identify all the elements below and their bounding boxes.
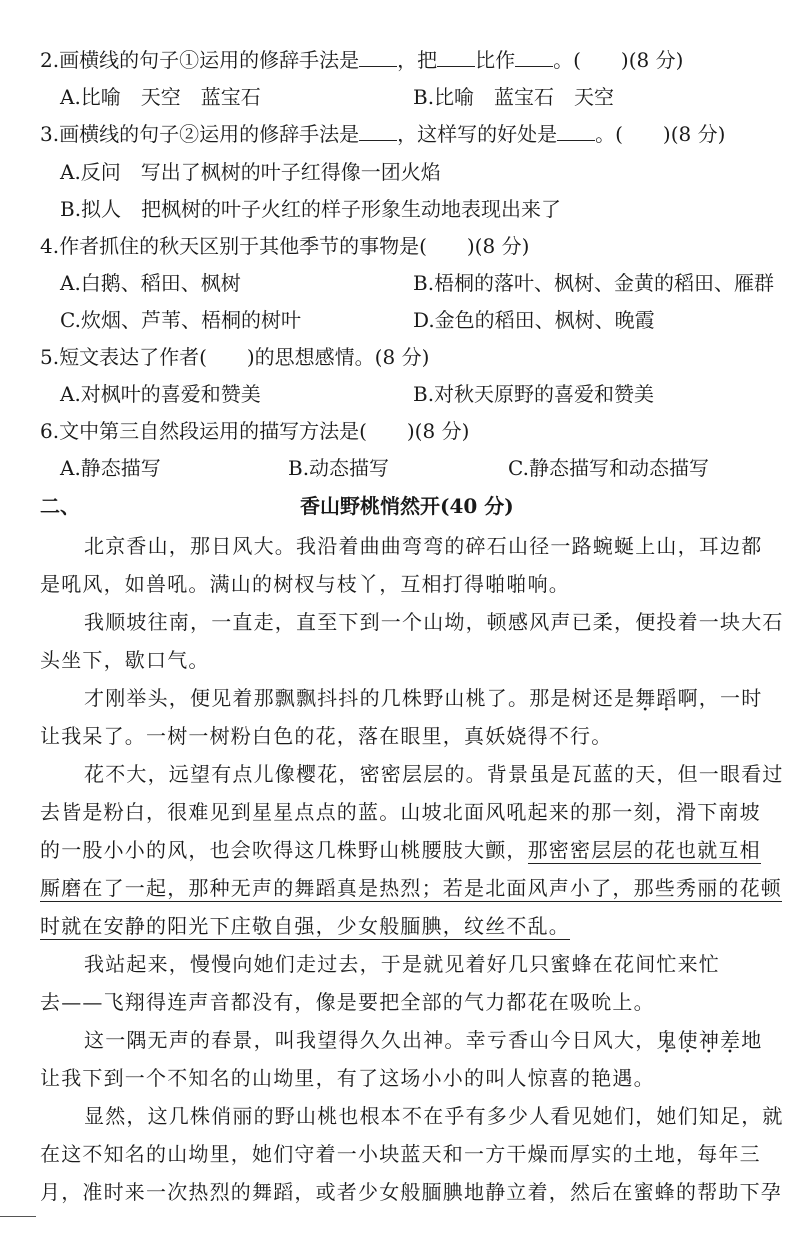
- q2-blank-3[interactable]: [515, 44, 553, 67]
- p3-text-a: 才刚举头，便见着那飘飘抖抖的几株野山桃了。那是树还是: [84, 686, 636, 710]
- q6-option-a: A.静态描写: [60, 456, 161, 480]
- q6-option-c: C.静态描写和动态描写: [508, 456, 709, 480]
- q4-option-c: C.炊烟、芦苇、梧桐的树叶: [60, 308, 301, 332]
- question-6-stem: 6.文中第三自然段运用的描写方法是( )(8 分): [40, 419, 470, 443]
- q3-text-mid: ，这样写的好处是: [397, 122, 558, 146]
- passage-p2-line1: 我顺坡往南，一直走，直至下到一个山坳，顿感风声已柔，便投着一块大石: [84, 610, 784, 634]
- passage-p6-line2: 让我下到一个不知名的山坳里，有了这场小小的叫人惊喜的艳遇。: [40, 1066, 655, 1090]
- q3-blank-1[interactable]: [359, 118, 397, 141]
- passage-p4-line3: [40, 834, 761, 866]
- underlined-sentence-part3: 时就在安静的阳光下庄敬自强，少女般腼腆，纹丝不乱。: [40, 914, 570, 938]
- passage-p7-line1: 显然，这几株俏丽的野山桃也根本不在乎有多少人看见她们，她们知足，就: [84, 1104, 784, 1128]
- q2-option-b: B.比喻 蓝宝石 天空: [413, 85, 615, 109]
- q4-option-b: B.梧桐的落叶、枫树、金黄的稻田、雁群: [413, 271, 775, 295]
- q2-text-mid1: ，把: [397, 48, 438, 72]
- passage-p4-line4: [40, 872, 782, 904]
- question-5-stem: 5.短文表达了作者( )的思想感情。(8 分): [40, 345, 430, 369]
- dotted-word-dance: 舞蹈: [635, 686, 678, 710]
- passage-p5-line2: 去——飞翔得连声音都没有，像是要把全部的气力都花在吸吮上。: [40, 990, 655, 1014]
- passage-p3-line1: [84, 682, 762, 714]
- underlined-sentence-part1: 那密密层层的花也就互相: [527, 838, 761, 862]
- question-3-stem: [40, 118, 725, 150]
- p6-text-b: 地: [741, 1028, 763, 1052]
- q2-text-post: 。( )(8 分): [553, 48, 684, 72]
- q6-option-b: B.动态描写: [288, 456, 390, 480]
- q3-text-post: 。( )(8 分): [595, 122, 726, 146]
- passage-p4-line5: [40, 910, 570, 942]
- passage-p6-line1: [84, 1024, 762, 1056]
- passage-p1-line2: 是吼风，如兽吼。满山的树杈与枝丫，互相打得啪啪响。: [40, 572, 570, 596]
- q2-text-pre: 2.画横线的句子①运用的修辞手法是: [40, 48, 360, 72]
- q3-option-a: A.反问 写出了枫树的叶子红得像一团火焰: [60, 160, 441, 184]
- underlined-sentence-part2: 厮磨在了一起，那种无声的舞蹈真是热烈；若是北面风声小了，那些秀丽的花顿: [40, 876, 782, 900]
- passage-p3-line2: 让我呆了。一树一树粉白色的花，落在眼里，真妖娆得不行。: [40, 724, 613, 748]
- passage-p7-line2: 在这不知名的山坳里，她们守着一小块蓝天和一方干燥而厚实的土地，每年三: [40, 1142, 761, 1166]
- question-4-stem: 4.作者抓住的秋天区别于其他季节的事物是( )(8 分): [40, 234, 530, 258]
- passage-title: 香山野桃悄然开(40 分): [300, 494, 514, 518]
- q3-text-pre: 3.画横线的句子②运用的修辞手法是: [40, 122, 360, 146]
- question-2-stem: [40, 44, 683, 76]
- section-number: 二、: [40, 494, 80, 518]
- dotted-idiom: 鬼使神差: [656, 1028, 742, 1052]
- q2-text-mid2: 比作: [475, 48, 516, 72]
- q2-blank-2[interactable]: [437, 44, 475, 67]
- passage-p1-line1: 北京香山，那日风大。我沿着曲曲弯弯的碎石山径一路蜿蜒上山，耳边都: [84, 534, 763, 558]
- q2-option-a: A.比喻 天空 蓝宝石: [60, 85, 261, 109]
- p3-text-b: 啊，一时: [677, 686, 763, 710]
- passage-p2-line2: 头坐下，歇口气。: [40, 648, 210, 672]
- passage-p7-line3: 月，准时来一次热烈的舞蹈，或者少女般腼腆地静立着，然后在蜜蜂的帮助下孕: [40, 1180, 782, 1204]
- q5-option-a: A.对枫叶的喜爱和赞美: [60, 382, 261, 406]
- q3-blank-2[interactable]: [557, 118, 595, 141]
- q4-option-a: A.白鹅、稻田、枫树: [60, 271, 241, 295]
- q3-option-b: B.拟人 把枫树的叶子火红的样子形象生动地表现出来了: [60, 197, 562, 221]
- q2-blank-1[interactable]: [359, 44, 397, 67]
- p6-text-a: 这一隅无声的春景，叫我望得久久出神。幸亏香山今日风大，: [84, 1028, 657, 1052]
- q4-option-d: D.金色的稻田、枫树、晚霞: [413, 308, 655, 332]
- p4-text-plain: 的一股小小的风，也会吹得这几株野山桃腰肢大颤，: [40, 838, 528, 862]
- q5-option-b: B.对秋天原野的喜爱和赞美: [413, 382, 655, 406]
- page-footer-rule: [0, 1216, 36, 1217]
- passage-p4-line2: 去皆是粉白，很难见到星星点点的蓝。山坡北面风吼起来的那一刻，滑下南坡: [40, 800, 761, 824]
- passage-p4-line1: 花不大，远望有点儿像樱花，密密层层的。背景虽是瓦蓝的天，但一眼看过: [84, 762, 784, 786]
- passage-p5-line1: 我站起来，慢慢向她们走过去，于是就见着好几只蜜蜂在花间忙来忙: [84, 952, 720, 976]
